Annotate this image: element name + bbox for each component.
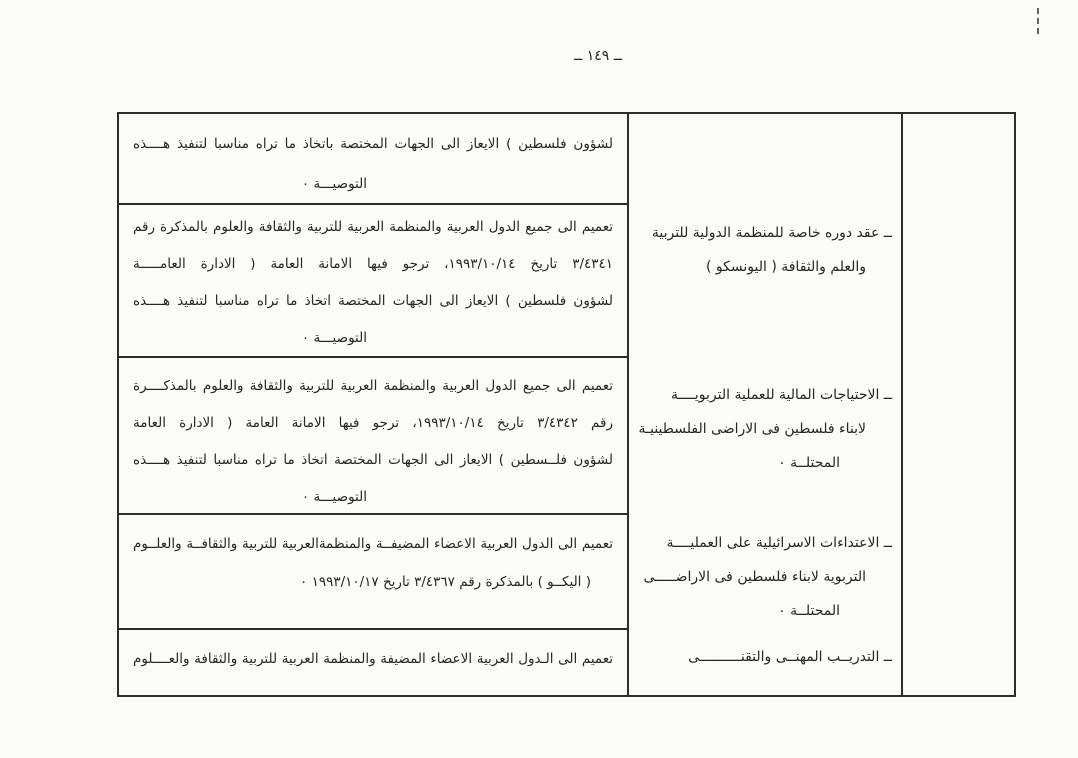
row-divider — [119, 628, 629, 630]
topic-line: ــ عقد دوره خاصة للمنظمة الدولية للتربية — [651, 225, 892, 241]
detail-line: تعميم الى الـدول العربية الاعضاء المضيفة والمنظمة العربية للتربية والثقافة والعــــلوم — [133, 651, 613, 667]
detail-line: التوصيـــة ٠ — [301, 330, 367, 346]
detail-cell-row-4 — [119, 525, 627, 601]
topic-cell-row-4 — [630, 526, 901, 628]
topic-line: ــ الاحتياجات المالية للعملية التربويــــة — [670, 387, 892, 403]
page-number: ــ ١٤٩ ــ — [574, 48, 622, 64]
detail-cell-row-3 — [119, 368, 627, 516]
detail-line: رقم ٣/٤٣٤٢ تاريخ ١٩٩٣/١٠/١٤، ترجو فيها الامانة العامة ( الادارة العامة — [133, 415, 614, 431]
topic-line: لابناء فلسطين فى الاراضى الفلسطينيـة — [638, 421, 866, 437]
topic-line: ــ التدريــب المهنــى والتقنــــــــــى — [688, 649, 892, 665]
detail-line: تعميم الى الدول العربية الاعضاء المضيفــة والمنظمةالعربية للتربية والثقافــة والعلــوم — [133, 536, 613, 552]
topic-line: والعلم والثقافة ( اليونسكو ) — [706, 259, 866, 275]
topic-cell-row-5 — [630, 640, 901, 674]
detail-cell-row-1 — [119, 124, 627, 204]
document-table — [117, 112, 1016, 697]
detail-cell-row-2 — [119, 209, 627, 357]
topic-line: ــ الاعتداءات الاسرائيلية على العمليــــة — [666, 535, 892, 551]
column-divider-inner — [627, 114, 629, 695]
detail-line: التوصيـــة ٠ — [301, 489, 367, 505]
detail-line: لشؤون فلــسطين ) الايعاز الى الجهات المختصة اتخاذ ما تراه مناسبا لتنفيذ هــــذه — [133, 452, 613, 468]
topic-line: المحتلــة ٠ — [778, 455, 840, 471]
topic-cell-row-3 — [630, 378, 901, 480]
detail-line: تعميم الى جميع الدول العربية والمنظمة العربية للتربية والثقافة والعلوم بالمذكــــرة — [133, 378, 613, 394]
detail-line: ( اليكــو ) بالمذكرة رقم ٣/٤٣٦٧ تاريخ ١٩٩٣/١٠/١٧ ٠ — [300, 574, 591, 590]
detail-line: لشؤون فلسطين ) الايعاز الى الجهات المختصة باتخاذ ما تراه مناسبا لتنفيذ هــــذه — [133, 136, 613, 152]
topic-cell-row-2 — [630, 216, 901, 284]
scan-artifact-mark — [1037, 8, 1039, 34]
topic-line: التربوية لابناء فلسطين فى الاراضـــــى — [643, 569, 866, 585]
detail-cell-row-5 — [119, 640, 627, 678]
topic-line: المحتلــة ٠ — [778, 603, 840, 619]
detail-line: ٣/٤٣٤١ تاريخ ١٩٩٣/١٠/١٤، ترجو فيها الامانة العامة ( الادارة العامـــــة — [133, 256, 613, 272]
detail-line: لشؤون فلسطين ) الايعاز الى الجهات المختصة اتخاذ ما تراه مناسبا لتنفيذ هــــذه — [133, 293, 613, 309]
column-divider-outer — [901, 114, 903, 695]
detail-line: التوصيـــة ٠ — [301, 176, 367, 192]
detail-line: تعميم الى جميع الدول العربية والمنظمة العربية للتربية والثقافة والعلوم بالمذكرة رقم — [133, 219, 613, 235]
